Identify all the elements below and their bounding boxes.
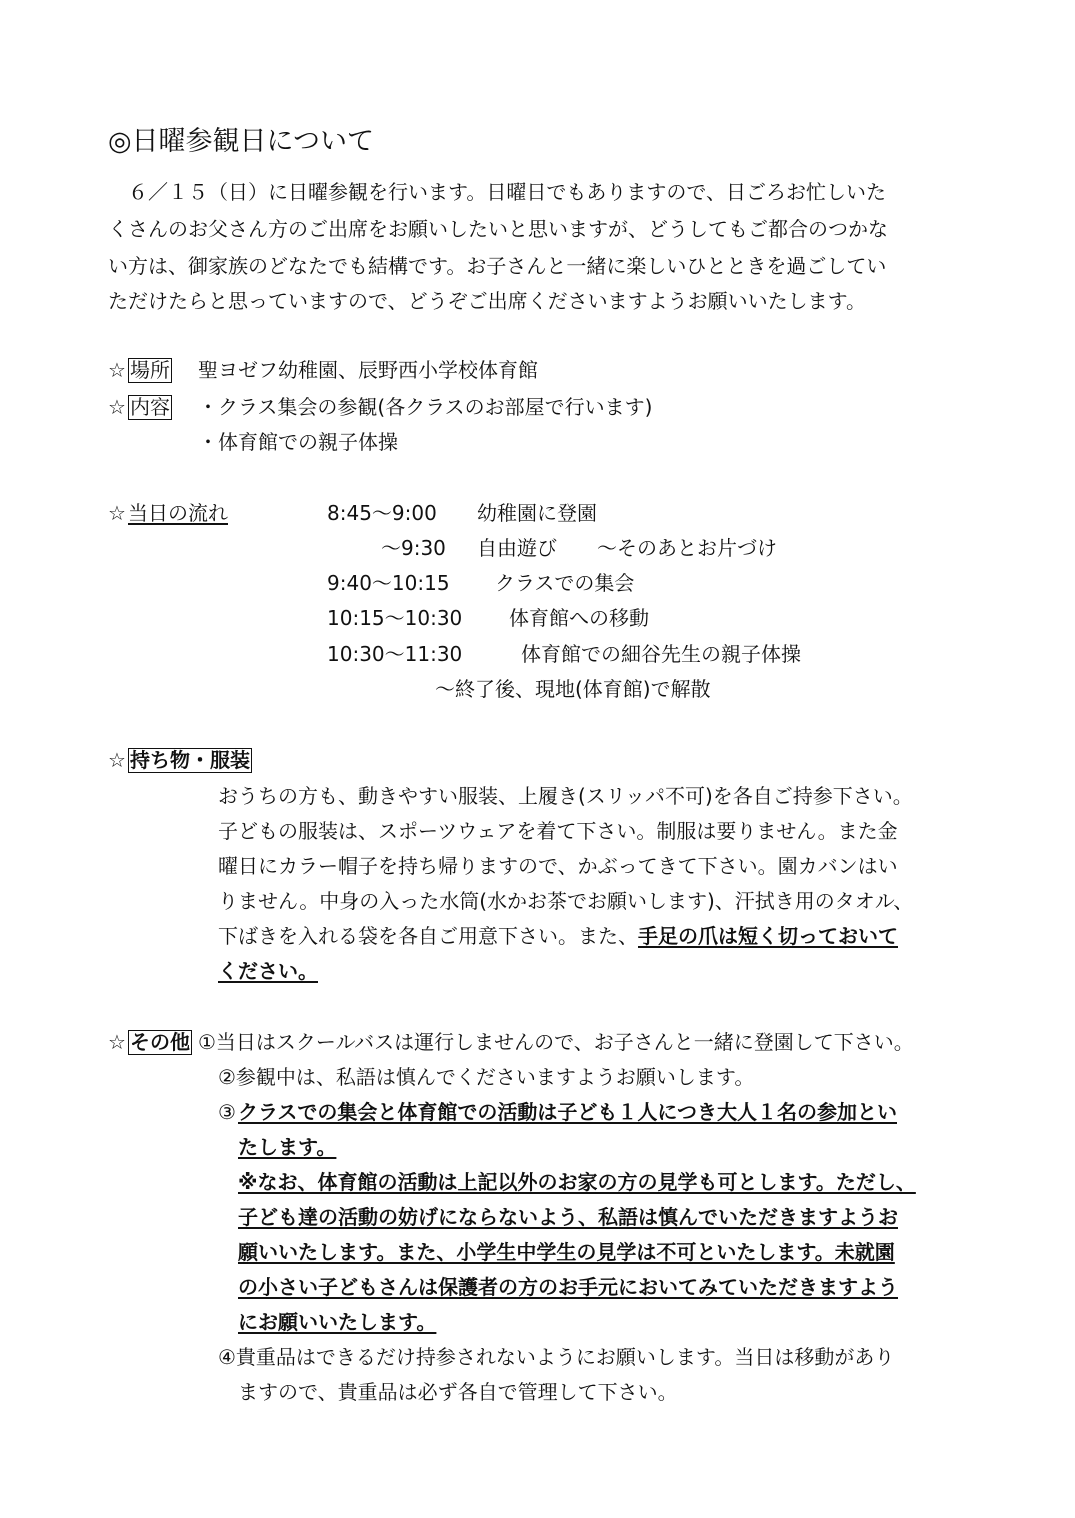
schedule-time: 10:30～11:30	[327, 642, 463, 666]
schedule-text: 幼稚園に登園	[477, 501, 597, 525]
page-title: ◎日曜参観日について	[108, 126, 375, 157]
belongings-line	[218, 926, 898, 946]
star-icon: ☆	[108, 358, 126, 382]
schedule-end: ～終了後、現地(体育館)で解散	[435, 677, 711, 701]
nail-notice: 手足の爪は短く切っておいて	[638, 924, 898, 948]
belongings-line: 子どもの服装は、スポーツウェアを着て下さい。制服は要りません。また金	[218, 819, 898, 843]
other-item-3-line: の小さい子どもさんは保護者の方のお手元においてみていただきますよう	[238, 1275, 898, 1299]
other-item-3-number: ③	[218, 1100, 236, 1124]
other-item-3-line: 願いいたします。また、小学生中学生の見学は不可といたします。未就園	[238, 1240, 895, 1264]
belongings-line: おうちの方も、動きやすい服装、上履き(スリッパ不可)を各自ご持参下さい。	[218, 784, 913, 808]
other-item-2: ②参観中は、私語は慎んでくださいますようお願いします。	[218, 1065, 755, 1089]
schedule-text: 自由遊び ～そのあとお片づけ	[477, 536, 777, 560]
belongings-line: 曜日にカラー帽子を持ち帰りますので、かぶってきて下さい。園カバンはい	[218, 854, 898, 878]
schedule-time: 8:45～9:00	[327, 501, 437, 525]
other-item-3-line: クラスでの集会と体育館での活動は子ども１人につき大人１名の参加とい	[238, 1100, 897, 1124]
other-item-1: ①当日はスクールバスは運行しませんので、お子さんと一緒に登園して下さい。	[198, 1030, 914, 1054]
other-item-3-line: 子ども達の活動の妨げにならないよう、私語は慎んでいただきますようお	[238, 1205, 898, 1229]
schedule-time: 9:40～10:15	[327, 571, 450, 595]
other-item-3-line: にお願いいたします。	[238, 1310, 437, 1334]
star-icon: ☆	[108, 1030, 126, 1054]
content-item: ・体育館での親子体操	[198, 430, 398, 454]
schedule-time: ～9:30	[381, 536, 446, 560]
star-icon: ☆	[108, 501, 126, 525]
content-label: 内容	[130, 395, 170, 419]
nail-notice-cont: ください。	[218, 959, 318, 983]
intro-line: ただけたらと思っていますので、どうぞご出席くださいますようお願いいたします。	[108, 289, 866, 313]
intro-line: くさんのお父さん方のご出席をお願いしたいと思いますが、どうしてもご都合のつかな	[108, 217, 888, 241]
intro-line: い方は、御家族のどなたでも結構です。お子さんと一緒に楽しいひとときを過ごしてい	[108, 254, 887, 278]
content-item: ・クラス集会の参観(各クラスのお部屋で行います)	[198, 395, 653, 419]
other-item-3-line: たします。	[238, 1135, 337, 1159]
schedule-time: 10:15～10:30	[327, 606, 463, 630]
schedule-label: 当日の流れ	[128, 501, 228, 525]
belongings-line: りません。中身の入った水筒(水かお茶でお願いします)、汗拭き用のタオル、	[218, 889, 914, 913]
intro-line: ６／１５（日）に日曜参観を行います。日曜日でもありますので、日ごろお忙しいた	[128, 180, 886, 204]
other-item-4-line: ④貴重品はできるだけ持参されないようにお願いします。当日は移動があり	[218, 1345, 895, 1369]
star-icon: ☆	[108, 395, 126, 419]
other-item-4-line: ますので、貴重品は必ず各自で管理して下さい。	[238, 1380, 678, 1404]
schedule-text: 体育館での細谷先生の親子体操	[521, 642, 801, 666]
star-icon: ☆	[108, 748, 126, 772]
place-label: 場所	[130, 358, 170, 382]
belongings-label: 持ち物・服装	[130, 748, 250, 772]
other-item-3-line: ※なお、体育館の活動は上記以外のお家の方の見学も可とします。ただし、	[238, 1170, 916, 1194]
belongings-line-text: 下ばきを入れる袋を各自ご用意下さい。また、	[218, 924, 638, 948]
schedule-text: クラスでの集会	[495, 571, 635, 595]
place-text: 聖ヨゼフ幼稚園、辰野西小学校体育館	[198, 358, 538, 382]
schedule-text: 体育館への移動	[509, 606, 649, 630]
other-label: その他	[130, 1030, 190, 1054]
